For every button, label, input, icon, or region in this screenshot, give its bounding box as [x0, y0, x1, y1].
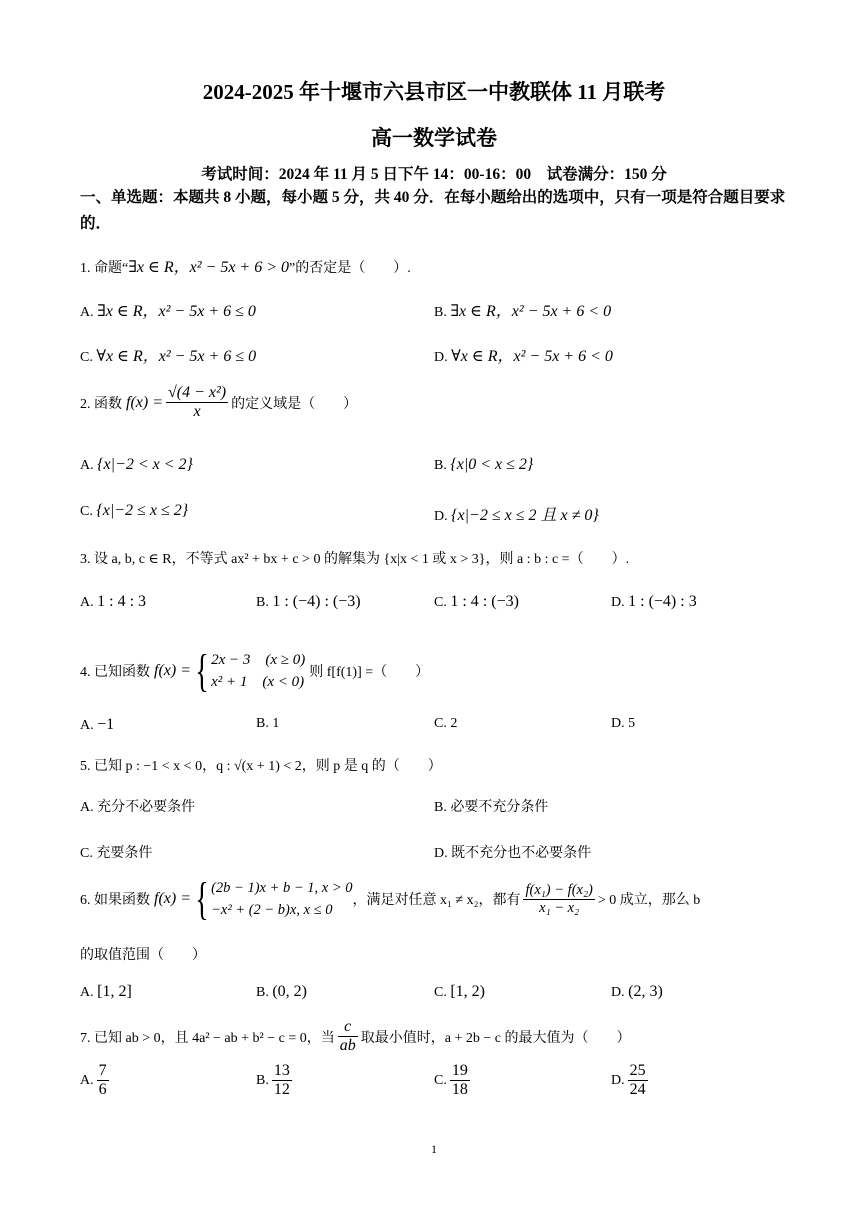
q1-option-a[interactable]: A. ∃x ∈ R，x² − 5x + 6 ≤ 0 [80, 303, 256, 320]
q7-option-b[interactable]: B. $\frac{13}{12}$ [256, 1062, 290, 1099]
question-3: 3. 设 a, b, c ∈ R，不等式 ax² + bx + c > 0 的解集为 {x|x < 1 或 x > 3}，则 a : b : c =（ ）. [80, 552, 630, 567]
q6-option-b[interactable]: B. (0, 2) [256, 983, 307, 1000]
q6-fraction: $\frac{\text{f(x₁) − f(x₂)}}{\text{x₁ − x₂}}$ [525, 881, 593, 916]
q2-option-c[interactable]: C. {x|−2 ≤ x ≤ 2} [80, 502, 189, 519]
q3-option-d[interactable]: D. 1 : (−4) : 3 [611, 593, 697, 610]
exam-subtitle: 高一数学试卷 [371, 126, 497, 150]
q5-option-a[interactable]: A. 充分不必要条件 [80, 800, 196, 815]
q2-option-d[interactable]: D. {x|−2 ≤ x ≤ 2 且 x ≠ 0} [434, 507, 599, 524]
question-6: 6. 如果函数 f(x) = { (2b − 1)x + b − 1, x > 0 −x² + (2 − b)x, x ≤ 0 ，满足对任意 x₁ ≠ x₂，都有 $\frac{\text{f(x₁) − f(x₂)}}{\text{x₁ − x₂}}$ > 0 成立，那么 b [80, 873, 701, 924]
exam-title: 2024-2025 年十堰市六县市区一中教联体 11 月联考 [202, 80, 666, 104]
q2-option-a[interactable]: A. {x|−2 < x < 2} [80, 456, 193, 473]
q6-option-c[interactable]: C. [1, 2) [434, 983, 485, 1000]
q4-option-c[interactable]: C. 2 [434, 716, 458, 731]
q4-piecewise: { 2x − 3 (x ≥ 0) x² + 1 (x < 0) [195, 645, 306, 696]
question-4: 4. 已知函数 f(x) = { 2x − 3 (x ≥ 0) x² + 1 (x < 0) 则 f[f(1)] =（ ） [80, 645, 430, 696]
q2-fraction: $\frac{\text{√(4 − x²)}}{x}$ [168, 384, 227, 421]
q3-option-c[interactable]: C. 1 : 4 : (−3) [434, 593, 519, 610]
question-1: 1. 命题“∃x ∈ R，x² − 5x + 6 > 0”的否定是（ ）. [80, 259, 411, 276]
q3-option-b[interactable]: B. 1 : (−4) : (−3) [256, 593, 361, 610]
q3-option-a[interactable]: A. 1 : 4 : 3 [80, 593, 147, 610]
q1-math: ∃x ∈ R，x² − 5x + 6 > 0 [128, 259, 290, 276]
q4-option-d[interactable]: D. 5 [611, 716, 636, 731]
section-heading: 一、单选题：本题共 8 小题，每小题 5 分，共 40 分．在每小题给出的选项中，只有一项是符合题目要求的． [80, 189, 786, 232]
question-7: 7. 已知 ab > 0，且 4a² − ab + b² − c = 0，当 $\frac{c}{ab}$ 取最小值时，a + 2b − c 的最大值为（ ） [80, 1018, 631, 1055]
q1-option-d[interactable]: D. ∀x ∈ R，x² − 5x + 6 < 0 [434, 348, 613, 365]
exam-info: 考试时间：2024 年 11 月 5 日下午 14：00-16：00 试卷满分：150 分 [201, 166, 667, 183]
q2-option-b[interactable]: B. {x|0 < x ≤ 2} [434, 456, 534, 473]
q4-option-a[interactable]: A. −1 [80, 716, 115, 733]
q7-option-a[interactable]: A. $\frac{7}{6}$ [80, 1062, 107, 1099]
q6-option-a[interactable]: A. [1, 2] [80, 983, 132, 1000]
page-number: 1 [431, 1142, 437, 1156]
q7-option-c[interactable]: C. $\frac{19}{18}$ [434, 1062, 468, 1099]
q4-option-b[interactable]: B. 1 [256, 716, 280, 731]
question-5: 5. 已知 p : −1 < x < 0，q : √(x + 1) < 2，则 p 是 q 的（ ） [80, 759, 442, 774]
q6-option-d[interactable]: D. (2, 3) [611, 983, 663, 1000]
question-6-line2: 的取值范围（ ） [80, 948, 206, 963]
q7-option-d[interactable]: D. $\frac{25}{24}$ [611, 1062, 646, 1099]
q5-option-c[interactable]: C. 充要条件 [80, 846, 153, 861]
question-2: 2. 函数 f(x) = $\frac{\text{√(4 − x²)}}{x}$ 的定义域是（ ） [80, 384, 358, 421]
q6-piecewise: { (2b − 1)x + b − 1, x > 0 −x² + (2 − b)x, x ≤ 0 [195, 873, 353, 924]
q1-option-c[interactable]: C. ∀x ∈ R，x² − 5x + 6 ≤ 0 [80, 348, 257, 365]
q5-option-b[interactable]: B. 必要不充分条件 [434, 800, 549, 815]
q5-option-d[interactable]: D. 既不充分也不必要条件 [434, 846, 592, 861]
q1-option-b[interactable]: B. ∃x ∈ R，x² − 5x + 6 < 0 [434, 303, 612, 320]
q7-fraction: $\frac{c}{ab}$ [339, 1018, 356, 1055]
